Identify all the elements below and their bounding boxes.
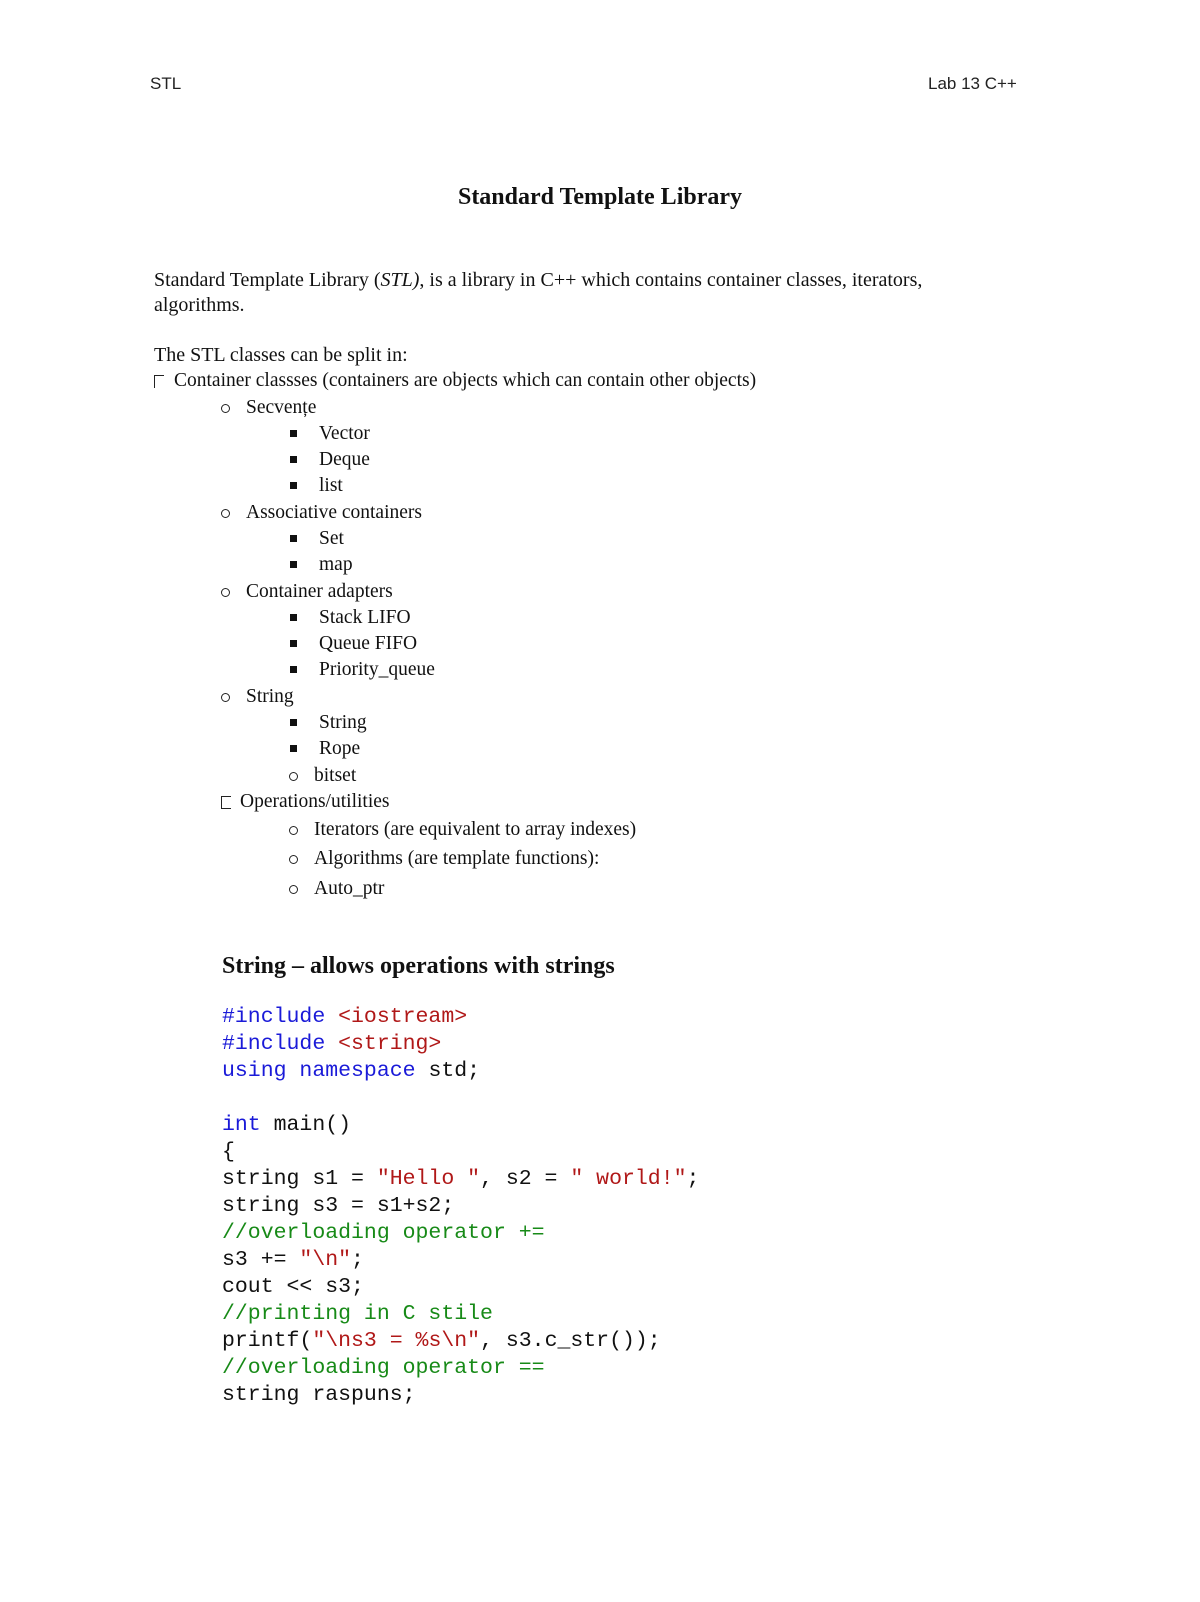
code-token: , s3.c_str()); — [480, 1329, 661, 1353]
code-token: string s1 = — [222, 1167, 377, 1191]
code-token: " world!" — [570, 1167, 687, 1191]
list-item-algorithms: Algorithms (are template functions): — [314, 848, 600, 869]
code-token: "Hello " — [376, 1167, 481, 1191]
code-line-3 — [222, 1058, 480, 1085]
circle-bullet-icon — [289, 855, 298, 864]
square-bullet-icon — [290, 482, 297, 489]
list-item-bitset: bitset — [314, 765, 357, 786]
list-item-stack: Stack LIFO — [319, 607, 411, 628]
code-line-11: cout << s3; — [222, 1275, 364, 1299]
list-item-queue: Queue FIFO — [319, 633, 418, 654]
square-bullet-icon — [290, 561, 297, 568]
code-token: main() — [260, 1113, 352, 1137]
square-bullet-icon — [290, 745, 297, 752]
code-line-2 — [222, 1031, 441, 1058]
header-right: Lab 13 C++ — [928, 74, 1017, 93]
circle-bullet-icon — [221, 509, 230, 518]
list-item-vector: Vector — [319, 423, 370, 444]
code-token: "\n" — [299, 1248, 352, 1272]
code-line-9: //overloading operator += — [222, 1221, 545, 1245]
intro-line-1 — [154, 268, 922, 293]
header-left: STL — [150, 74, 182, 93]
code-line-6: { — [222, 1140, 235, 1164]
code-token: <iostream> — [325, 1005, 468, 1029]
section-heading-string: String – allows operations with strings — [222, 953, 615, 979]
code-token: using namespace — [222, 1059, 416, 1083]
code-line-15: string raspuns; — [222, 1383, 416, 1407]
intro-text-b: , is a library in C++ which contains container classes, iterators, — [419, 269, 923, 291]
code-token: #include — [222, 1005, 326, 1029]
square-bullet-icon — [290, 614, 297, 621]
list-item-secvente: Secvențe — [246, 397, 317, 418]
list-item-priority: Priority_queue — [319, 659, 435, 680]
intro-text-italic: STL) — [380, 269, 420, 291]
code-line-7 — [222, 1166, 699, 1193]
list-item-auto-ptr: Auto_ptr — [314, 878, 385, 899]
list-item-operations: Operations/utilities — [240, 791, 390, 812]
list-item-deque: Deque — [319, 449, 370, 470]
code-token: "\ns3 = %s\n" — [312, 1329, 481, 1353]
code-line-14: //overloading operator == — [222, 1356, 545, 1380]
square-bullet-icon — [290, 535, 297, 542]
list-item-string-group: String — [246, 686, 294, 707]
page-title: Standard Template Library — [457, 184, 743, 210]
list-item-rope: Rope — [319, 738, 361, 759]
bracket-bullet-icon — [221, 796, 231, 809]
list-item-map: map — [319, 554, 353, 575]
code-line-1 — [222, 1004, 467, 1031]
list-item-associative: Associative containers — [246, 502, 422, 523]
list-item-string: String — [319, 712, 367, 733]
code-token: std; — [415, 1059, 481, 1083]
circle-bullet-icon — [221, 588, 230, 597]
intro-line-2: algorithms. — [154, 294, 245, 316]
code-line-5 — [222, 1112, 351, 1139]
square-bullet-icon — [290, 640, 297, 647]
code-line-10 — [222, 1247, 364, 1274]
square-bullet-icon — [290, 719, 297, 726]
square-bullet-icon — [290, 666, 297, 673]
list-item-list: list — [319, 475, 343, 496]
list-item-set: Set — [319, 528, 344, 549]
list-item-container: Container classses (containers are objects which can contain other objects) — [174, 370, 757, 391]
square-bullet-icon — [290, 456, 297, 463]
circle-bullet-icon — [221, 693, 230, 702]
circle-bullet-icon — [221, 404, 230, 413]
intro-text-a: Standard Template Library ( — [154, 269, 381, 291]
code-token: #include — [222, 1032, 326, 1056]
code-token: ; — [351, 1248, 364, 1272]
code-token: int — [222, 1113, 261, 1137]
code-token: printf( — [222, 1329, 313, 1353]
code-line-13 — [222, 1328, 661, 1355]
list-item-iterators: Iterators (are equivalent to array indexes) — [314, 819, 637, 840]
code-line-12: //printing in C stile — [222, 1302, 493, 1326]
list-item-adapters: Container adapters — [246, 581, 393, 602]
circle-bullet-icon — [289, 885, 298, 894]
arrow-bullet-icon — [154, 375, 164, 388]
code-token: s3 += — [222, 1248, 300, 1272]
code-token: <string> — [325, 1032, 442, 1056]
split-heading: The STL classes can be split in: — [154, 344, 408, 366]
code-token: , s2 = — [480, 1167, 571, 1191]
code-line-8: string s3 = s1+s2; — [222, 1194, 455, 1218]
circle-bullet-icon — [289, 826, 298, 835]
circle-bullet-icon — [289, 772, 298, 781]
code-token: ; — [686, 1167, 700, 1191]
square-bullet-icon — [290, 430, 297, 437]
